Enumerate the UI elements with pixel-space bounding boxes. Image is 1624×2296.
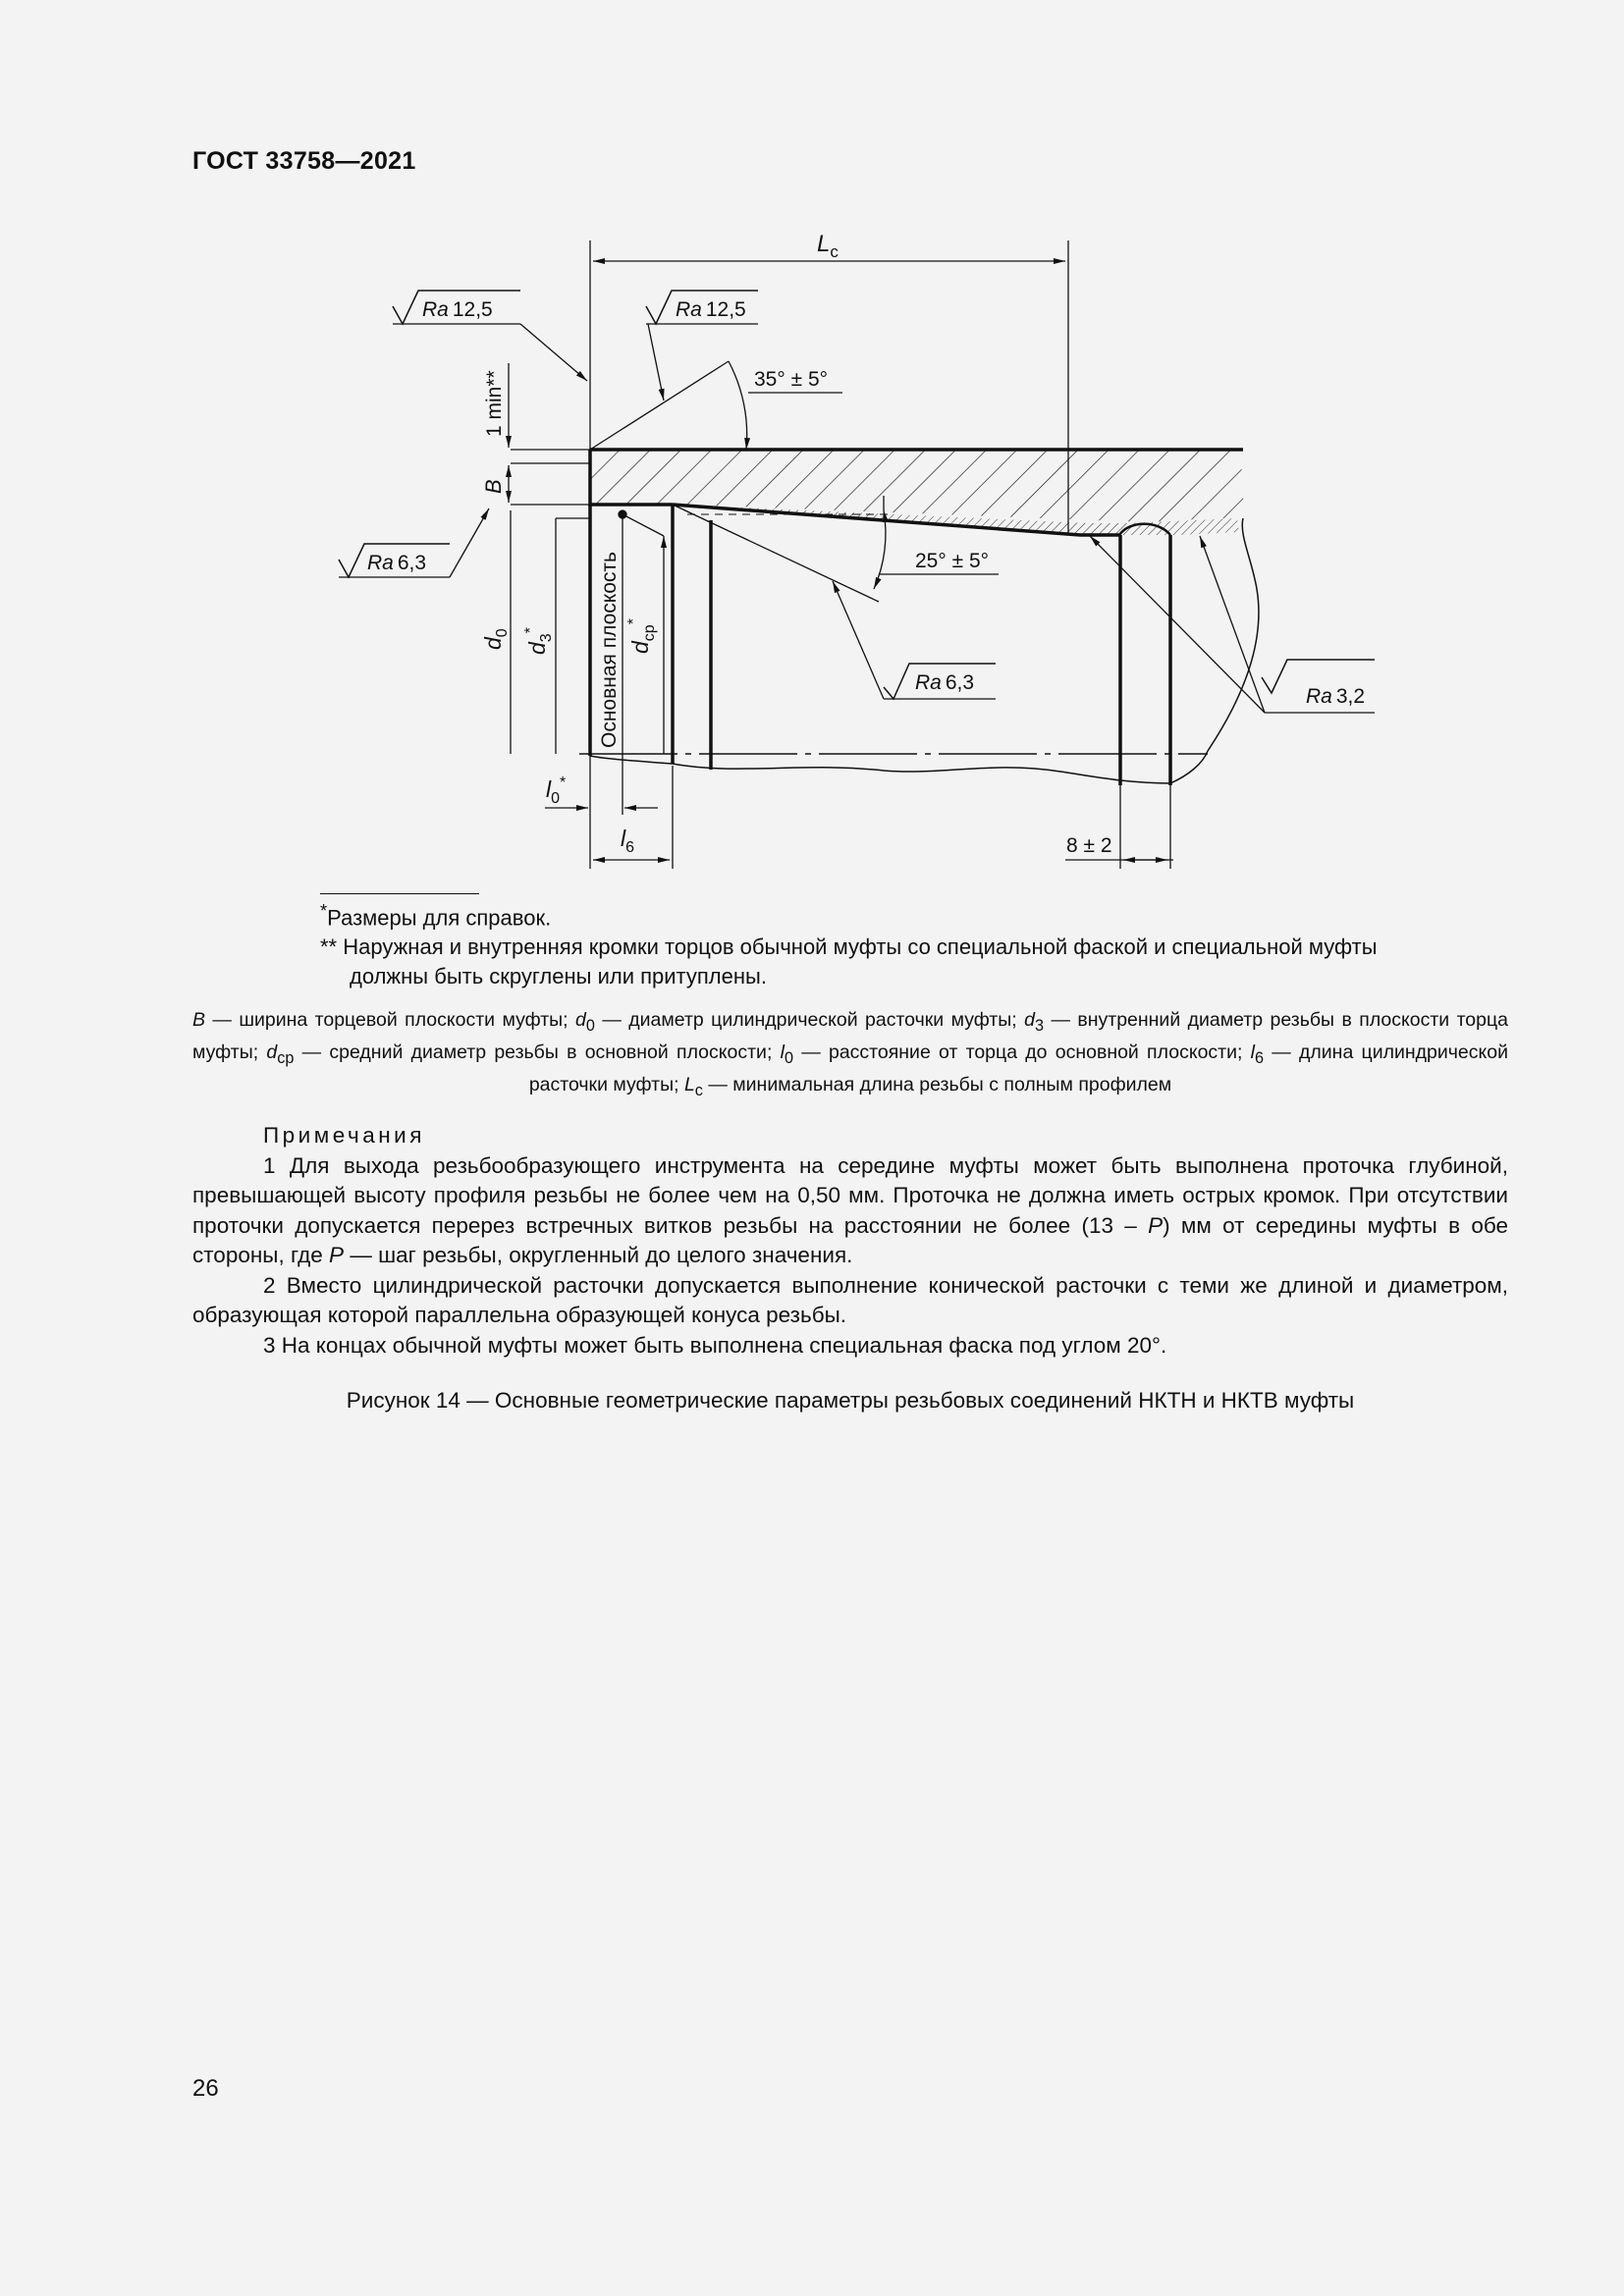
symbol-legend: B — ширина торцевой плоскости муфты; $d_0$ — диаметр цилиндрической расточки муфты; $d_3$ — внутренний диаметр резьбы в плоскости торца муфты; $d_{ср}$ — средний диаметр резьбы в основной плоскости; $l_0$ — расстояние от торца до основной плоскости; $l_6$ — длина цилиндрической расточки муфты; $L_c$ — минимальная длина резьбы с полным профилем <box>192 1009 1509 1099</box>
roughness-ra-6-3-left <box>339 508 489 577</box>
figure-caption: Рисунок 14 — Основные геометрические параметры резьбовых соединений НКТН и НКТВ муфты <box>346 1388 1355 1413</box>
label-d3: $d_3^*$ <box>522 627 555 655</box>
angle-35-label <box>748 368 842 393</box>
label-8: 8 ± 2 <box>1066 834 1112 857</box>
svg-text:25° ± 5°: 25° ± 5° <box>915 550 990 572</box>
label-l0: $l_0^*$ <box>546 774 567 807</box>
bore-outline <box>579 505 1259 785</box>
label-d0: $d_0$ <box>480 628 511 650</box>
roughness-ra-12-5-mid <box>646 291 758 400</box>
footnote-2: ** Наружная и внутренняя кромки торцов обычной муфты со специальной фаской и специальной муфты должны быть скруглены или притуплены. <box>320 934 1378 989</box>
label-1min: 1 min** <box>483 370 506 437</box>
svg-text:Ra12,5: Ra 12,5 <box>676 298 746 321</box>
svg-text:Ra6,3: Ra 6,3 <box>367 552 427 574</box>
svg-text:Ra6,3: Ra 6,3 <box>915 671 975 694</box>
label-b: B <box>481 479 506 494</box>
label-l6: $l_6$ <box>621 826 635 856</box>
footnote-1: *Размеры для справок. <box>320 900 552 931</box>
document-header: ГОСТ 33758—2021 <box>192 147 416 175</box>
roughness-ra-6-3-cone <box>833 581 996 699</box>
note-1: 1 Для выхода резьбообразующего инструмента на середине муфты может быть выполнена проточка глубиной, превышающей высоту профиля резьбы не более чем на 0,50 мм. Проточка не должна иметь острых кромок. При отсутствии проточки допускается перерез встречных витков резьбы на расстоянии не более (13 – P) мм от середины муфты в обе стороны, где P — шаг резьбы, округленный до целого значения. <box>192 1152 1508 1267</box>
roughness-ra-12-5-left <box>393 291 587 381</box>
figure-footnotes <box>320 893 1400 991</box>
page-number: 26 <box>192 2075 219 2102</box>
notes-title: Примечания <box>263 1123 425 1148</box>
note-2: 2 Вместо цилиндрической расточки допускается выполнение конической расточки с теми же длиной и диаметром, образующая которой параллельна образующей конуса резьбы. <box>192 1272 1508 1327</box>
roughness-ra-3-2-right <box>1090 536 1375 713</box>
footnote-rule <box>320 893 479 894</box>
label-basic-plane: Основная плоскость <box>598 552 621 748</box>
svg-text:Ra3,2: Ra 3,2 <box>1306 685 1366 708</box>
svg-text:35° ± 5°: 35° ± 5° <box>754 368 829 391</box>
label-dcp: $d_{cp}^*$ <box>625 618 658 654</box>
svg-text:Ra12,5: Ra 12,5 <box>422 298 493 321</box>
svg-text:Lc: $L_c$ <box>817 231 839 261</box>
notes-section <box>192 1121 1508 1361</box>
angle-25-label <box>879 550 999 574</box>
note-3: 3 На концах обычной муфты может быть выполнена специальная фаска под углом 20°. <box>263 1332 1167 1358</box>
dimension-1min-and-b <box>509 363 590 505</box>
coupling-drawing <box>0 0 1624 883</box>
